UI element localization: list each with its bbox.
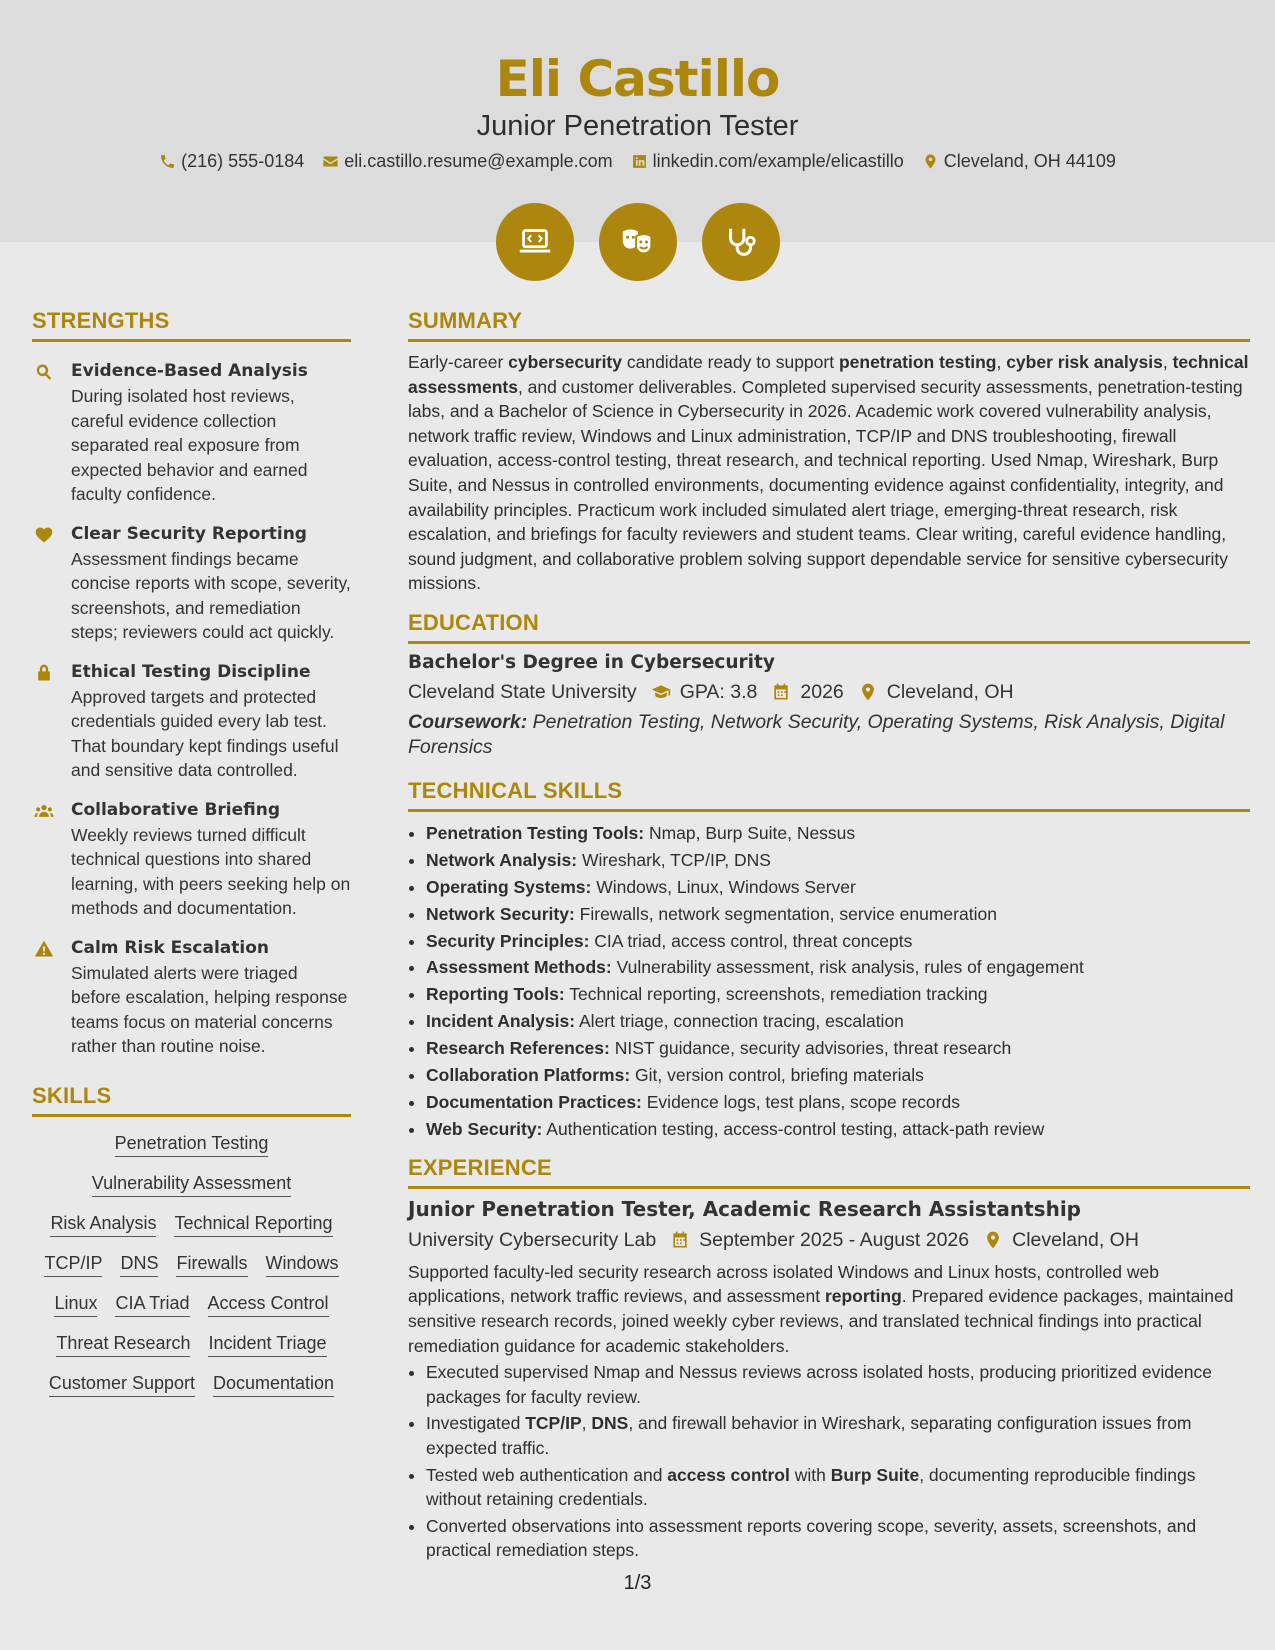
users-icon xyxy=(34,801,54,821)
skill-tag: Vulnerability Assessment xyxy=(92,1173,291,1197)
icon-badges xyxy=(0,203,1275,281)
strength-item xyxy=(32,358,351,507)
technical-skill-item xyxy=(426,1008,1250,1035)
lock-icon xyxy=(34,663,54,683)
skill-tag: TCP/IP xyxy=(44,1253,102,1277)
strengths-heading: STRENGTHS xyxy=(32,308,351,342)
strength-title: Evidence-Based Analysis xyxy=(71,361,308,381)
technical-skill-value: Technical reporting, screenshots, remediation tracking xyxy=(564,984,988,1005)
technical-skill-label: Security Principles: xyxy=(426,930,590,951)
skills-row xyxy=(36,1173,347,1197)
strength-item xyxy=(32,797,351,921)
bold-text: cybersecurity xyxy=(508,352,622,372)
technical-skill-item xyxy=(426,1035,1250,1062)
candidate-name: Eli Castillo xyxy=(495,50,780,108)
right-column xyxy=(408,308,1250,1565)
skill-tag: CIA Triad xyxy=(115,1293,189,1317)
gpa-text: GPA: 3.8 xyxy=(679,680,758,703)
experience-bullet xyxy=(426,1463,1250,1512)
technical-skill-item xyxy=(426,1116,1250,1143)
contact-linkedin-text: linkedin.com/example/elicastillo xyxy=(652,151,904,171)
technical-skills-list xyxy=(408,820,1250,1143)
laptop-code-icon xyxy=(516,223,554,261)
degree-title: Bachelor's Degree in Cybersecurity xyxy=(408,651,775,673)
experience-bullet xyxy=(426,1514,1250,1563)
technical-skill-item xyxy=(426,954,1250,981)
skill-tag: Linux xyxy=(54,1293,97,1317)
technical-skill-item xyxy=(426,928,1250,955)
technical-skill-value: NIST guidance, security advisories, threat research xyxy=(609,1038,1012,1059)
bold-text: Burp Suite xyxy=(830,1464,920,1485)
skills-row xyxy=(36,1253,347,1277)
text-run: , and customer deliverables. Completed supervised security assessments, penetration-testing labs, and a Bachelor of Science in Cybersecurity in 2026. Academic work covered vulnerability analysis, network traffic review, Windows and Linux administration, TCP/IP and DNS troubleshooting, firewall evaluation, access-control testing, threat research, and technical reporting. Used Nmap, Wireshark, Burp Suite, and Nessus in controlled environments, documenting evidence against confidentiality, integrity, and availability principles. Practicum work included simulated alert triage, emerging-threat research, risk escalation, and briefings for faculty reviewers and student teams. Clear writing, careful evidence handling, sound judgment, and collaborative problem solving support dependable service for sensitive cybersecurity missions. xyxy=(408,376,1243,594)
strength-desc: Approved targets and protected credentials guided every lab test. That boundary kept findings useful and sensitive data controlled. xyxy=(71,686,339,780)
bold-text: penetration testing xyxy=(838,352,997,372)
badge-laptop xyxy=(496,203,574,281)
strength-item xyxy=(32,935,351,1059)
skills-row xyxy=(36,1133,347,1157)
technical-skill-item xyxy=(426,874,1250,901)
technical-skill-value: Windows, Linux, Windows Server xyxy=(591,876,856,897)
magnifying-glass-icon xyxy=(34,362,54,382)
calendar-icon xyxy=(771,682,791,702)
bold-text: access control xyxy=(667,1464,790,1485)
map-pin-icon xyxy=(858,682,878,702)
experience-dates: September 2025 - August 2026 xyxy=(699,1228,970,1251)
school-name: Cleveland State University xyxy=(408,680,637,703)
experience-location: Cleveland, OH xyxy=(1012,1228,1139,1251)
contact-phone-text: (216) 555-0184 xyxy=(181,151,305,171)
contact-location xyxy=(922,151,1116,172)
bold-text: reporting xyxy=(824,1286,902,1307)
skill-tag: Threat Research xyxy=(56,1333,190,1357)
heart-icon xyxy=(34,525,54,545)
theater-masks-icon xyxy=(619,223,657,261)
strength-desc: During isolated host reviews, careful evidence collection separated real exposure from expected behavior and earned faculty confidence. xyxy=(71,386,308,504)
map-pin-icon xyxy=(983,1230,1003,1250)
technical-skill-item xyxy=(426,981,1250,1008)
technical-skill-value: Alert triage, connection tracing, escalation xyxy=(575,1011,904,1032)
skill-tag: Incident Triage xyxy=(208,1333,326,1357)
summary-text xyxy=(408,350,1250,596)
experience-bullet xyxy=(426,1411,1250,1460)
experience-intro xyxy=(408,1260,1250,1358)
education-heading: EDUCATION xyxy=(408,610,1250,644)
technical-skill-label: Penetration Testing Tools: xyxy=(426,822,645,843)
left-column xyxy=(32,308,351,1397)
strength-title: Ethical Testing Discipline xyxy=(71,661,311,682)
coursework-list: Penetration Testing, Network Security, Operating Systems, Risk Analysis, Digital Forensics xyxy=(408,710,1225,758)
experience-job-title: Junior Penetration Tester, Academic Research Assistantship xyxy=(408,1196,1081,1221)
stethoscope-icon xyxy=(722,223,760,261)
technical-skill-label: Reporting Tools: xyxy=(426,984,565,1005)
text-run: , xyxy=(581,1413,592,1434)
technical-skill-label: Assessment Methods: xyxy=(426,957,612,978)
skill-tag: Windows xyxy=(266,1253,339,1277)
technical-skill-value: Nmap, Burp Suite, Nessus xyxy=(644,822,856,843)
text-run: . Prepared evidence packages, maintained sensitive research records, joined weekly cyber reviews, and translated technical findings into practical remediation guidance for academic stakeholders. xyxy=(408,1286,1234,1356)
technical-skill-label: Collaboration Platforms: xyxy=(426,1065,631,1086)
graduation-cap-icon xyxy=(651,682,671,702)
coursework xyxy=(408,710,1250,760)
strength-item xyxy=(32,521,351,645)
text-run: Investigated xyxy=(426,1413,526,1434)
education-location: Cleveland, OH xyxy=(886,680,1014,703)
technical-skill-value: Git, version control, briefing materials xyxy=(630,1065,924,1086)
technical-skills-heading: TECHNICAL SKILLS xyxy=(408,778,1250,812)
bold-text: DNS xyxy=(591,1413,629,1434)
technical-skill-value: Evidence logs, test plans, scope records xyxy=(641,1092,960,1112)
technical-skill-label: Operating Systems: xyxy=(426,876,592,897)
technical-skill-item xyxy=(426,901,1250,928)
text-run: , xyxy=(1162,352,1173,372)
text-run: , documenting reproducible findings without retaining credentials. xyxy=(426,1464,1196,1510)
coursework-label: Coursework: xyxy=(408,710,528,733)
badge-masks xyxy=(599,203,677,281)
technical-skill-item xyxy=(426,847,1250,874)
skill-tag: Technical Reporting xyxy=(174,1213,332,1237)
skills-row xyxy=(36,1373,347,1397)
contact-phone[interactable] xyxy=(159,151,304,172)
technical-skill-value: Firewalls, network segmentation, service enumeration xyxy=(574,903,997,924)
technical-skill-label: Research References: xyxy=(426,1038,610,1059)
calendar-icon xyxy=(670,1230,690,1250)
contact-row xyxy=(0,151,1275,172)
envelope-icon xyxy=(322,153,339,170)
skill-tag: Risk Analysis xyxy=(50,1213,156,1237)
text-run: , and firewall behavior in Wireshark, separating configuration issues from expected traffic. xyxy=(426,1413,1192,1458)
technical-skill-item xyxy=(426,1089,1250,1116)
text-run: candidate ready to support xyxy=(622,352,839,372)
technical-skill-label: Web Security: xyxy=(426,1118,543,1139)
contact-location-text: Cleveland, OH 44109 xyxy=(943,151,1116,171)
technical-skill-label: Network Analysis: xyxy=(426,849,578,870)
skill-tag: DNS xyxy=(120,1253,158,1277)
text-run: Converted observations into assessment reports covering scope, severity, assets, screenshots, and practical remediation steps. xyxy=(426,1515,1197,1561)
skill-tag: Firewalls xyxy=(176,1253,247,1277)
experience-bullet xyxy=(426,1360,1250,1409)
summary-heading: SUMMARY xyxy=(408,308,1250,342)
technical-skill-label: Network Security: xyxy=(426,903,575,924)
contact-linkedin[interactable] xyxy=(631,151,904,172)
technical-skill-label: Documentation Practices: xyxy=(426,1092,642,1112)
text-run: Supported faculty-led security research across isolated Windows and Linux hosts, controlled web applications, network traffic reviews, and assessment xyxy=(408,1261,1159,1307)
strength-desc: Weekly reviews turned difficult technical questions into shared learning, with peers seeking help on methods and documentation. xyxy=(71,824,351,918)
skills-row xyxy=(36,1213,347,1237)
skill-tag: Documentation xyxy=(213,1373,334,1397)
skill-tag: Customer Support xyxy=(49,1373,195,1397)
technical-skill-value: Vulnerability assessment, risk analysis, rules of engagement xyxy=(611,957,1084,978)
experience-meta xyxy=(408,1229,1250,1252)
text-run: Early-career xyxy=(408,352,509,372)
badge-stethoscope xyxy=(702,203,780,281)
skill-tag: Access Control xyxy=(208,1293,329,1317)
text-run: Executed supervised Nmap and Nessus reviews across isolated hosts, producing prioritized evidence packages for faculty review. xyxy=(426,1362,1212,1407)
bold-text: cyber risk analysis xyxy=(1006,352,1163,372)
experience-bullets xyxy=(408,1360,1250,1563)
skill-tag: Penetration Testing xyxy=(115,1133,269,1157)
text-run: Tested web authentication and xyxy=(426,1464,668,1485)
strength-item xyxy=(32,659,351,783)
text-run: , xyxy=(996,352,1007,372)
linkedin-icon xyxy=(631,153,648,170)
skills-row xyxy=(36,1293,347,1317)
job-title-heading: Junior Penetration Tester xyxy=(476,110,799,142)
technical-skill-value: Wireshark, TCP/IP, DNS xyxy=(577,849,771,870)
strength-desc: Assessment findings became concise reports with scope, severity, screenshots, and remediation steps; reviewers could act quickly. xyxy=(71,548,351,642)
page-number: 1/3 xyxy=(623,1572,652,1594)
technical-skill-item xyxy=(426,1062,1250,1089)
skills-heading: SKILLS xyxy=(32,1083,351,1117)
technical-skill-label: Incident Analysis: xyxy=(426,1011,576,1032)
skills-row xyxy=(36,1333,347,1357)
bold-text: TCP/IP xyxy=(525,1413,582,1434)
technical-skill-value: Authentication testing, access-control testing, attack-path review xyxy=(542,1118,1045,1139)
map-pin-icon xyxy=(922,153,939,170)
experience-org: University Cybersecurity Lab xyxy=(408,1228,657,1251)
education-meta xyxy=(408,681,1250,704)
graduation-year: 2026 xyxy=(800,680,844,703)
contact-email-text: eli.castillo.resume@example.com xyxy=(344,151,613,171)
technical-skill-value: CIA triad, access control, threat concepts xyxy=(589,930,913,951)
strength-desc: Simulated alerts were triaged before escalation, helping response teams focus on material concerns rather than routine noise. xyxy=(71,962,348,1056)
strength-title: Calm Risk Escalation xyxy=(71,937,269,958)
bold-text: technical assessments xyxy=(408,352,1249,397)
text-run: with xyxy=(789,1464,831,1485)
phone-icon xyxy=(159,153,176,170)
warning-triangle-icon xyxy=(34,939,54,959)
strength-title: Collaborative Briefing xyxy=(71,799,281,820)
skills-tag-cloud xyxy=(32,1125,351,1397)
experience-heading: EXPERIENCE xyxy=(408,1155,1250,1189)
technical-skill-item xyxy=(426,820,1250,847)
strength-title: Clear Security Reporting xyxy=(71,523,307,544)
contact-email[interactable] xyxy=(322,151,612,172)
